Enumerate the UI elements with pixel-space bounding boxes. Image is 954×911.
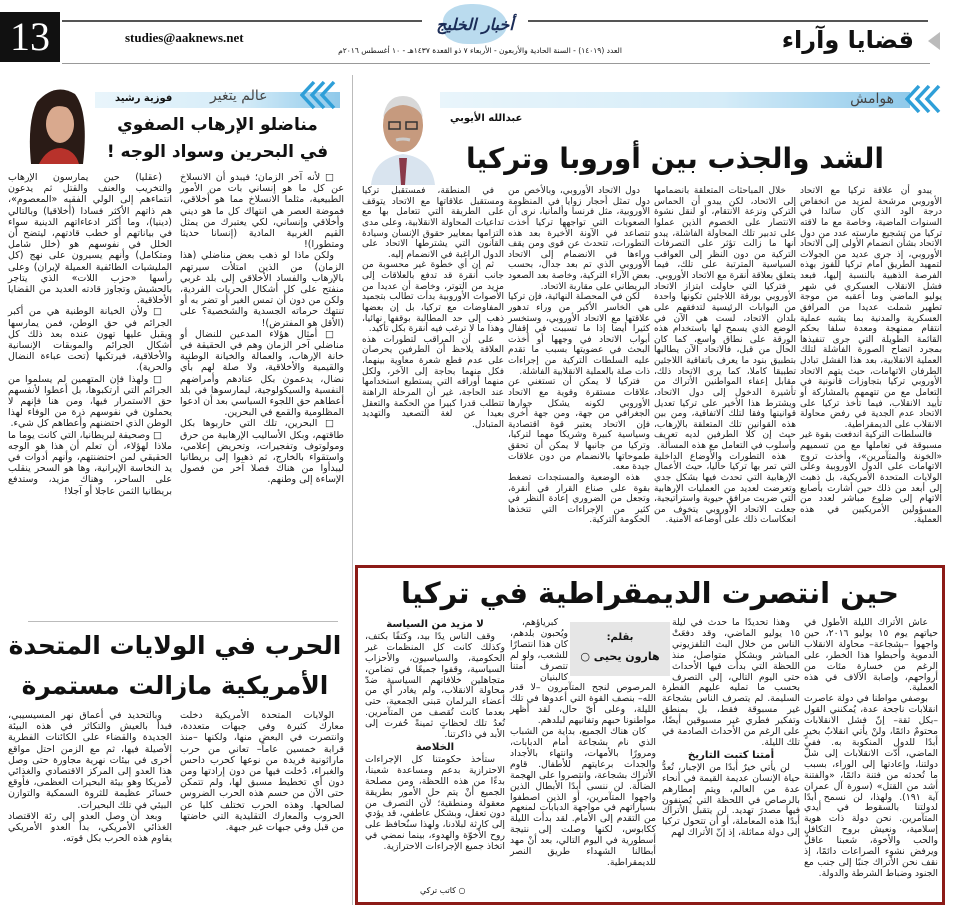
text-column [180, 172, 344, 616]
text-column [804, 618, 938, 896]
paragraph: هذه التطورات والأوضاع الداخلية التي تمر بها تركيا حاليا، حيث الأعمال الإرهابية التي تحدث فيها بشكل جدي وتعرضت لعديد من العمليات الإرهابية التي ضربت مرافق حيوية واستراتيجية، جعلت الاتحاد الأوروبي يتخوف من انعكاسات ذلك على أوضاعه الأمنية. [654, 451, 796, 526]
paragraph: □ لأنه آخر الزمان؛ فيبدو أن الانسلاخ عن كل ما هو إنساني بات من الأمور الطبيعية، مثلما الانسلاخ مما هو أخلاقي، فموضة العصر هي انتهاك كل ما هو ديني وأخلاقي وإنساني، لكي يعتبرك من يمثل القيم الغربية المادية (إنسانا حديثا ومتطورا)! [180, 172, 344, 251]
text-column [362, 186, 504, 562]
subheading: أمتنا كتبت التاريخ [687, 749, 775, 761]
paragraph: وهذا تحديدًا ما حدث في ليلة ١٥ يوليو الماضي، وقد دفعَتْ الناس من خلال البث التلفزيوني المباشر وبشكل متواصل، منذ اللحظة التي بدأت فيها الأحداث حتى اليوم التالي، إلى التصرف بحسب ما تمليه عليهم الفطرة السليمة. لم يتصرف الناس بشجاعة غير مسبوقة فقط، بل بمنطق وتفكير فطري غير مسبوقين أيضًا، على الرغم من الأحداث الصادمة في تلك الليلة. [662, 617, 800, 748]
headline-line: الأمريكية مازالت مستمرة [21, 671, 329, 700]
section-title: قضايا وآراء [781, 26, 914, 54]
section-arrow-icon [928, 32, 940, 50]
text-column [662, 618, 800, 896]
text-column [510, 618, 656, 896]
subheading: لا مزيد من السياسة [386, 619, 484, 630]
paragraph: فتركيا لا يمكن أن تستغني عن علاقات مستقرة وقوية مع الاتحاد الأوروبي لكونه يشكل جوارها الجغرافي من جهة، ومن جهة أخرى فإن الاتحاد يعتبر قوة اقتصادية وسياسية كبيرة وشريكا مهما لتركيا، وتركيا من جانبها لا يمكن أن تحقق طموحاتها بالانضمام من دون علاقات جيدة معه. [508, 377, 650, 473]
author-photo [27, 82, 89, 164]
issue-dateline: العدد (١٤٠١٩) - السنة الحادية والأربعون - الأربعاء ٧ ذو القعدة ١٤٣٧هـ - ١٠ أغسطس ٢٠١٦م [338, 46, 622, 55]
headline-line: مناضلو الإرهاب الصفوي [117, 115, 318, 135]
contact-email[interactable]: studies@aaknews.net [125, 30, 244, 45]
paragraph: كان هناك الجميع، بداية من الشباب الذي نام بشجاعة أمام الدبابات، ومرورًا بالأمهات، وانتهاء بالأجداد والجدات برعايتهم للأطفال. قاوم الأتراك بشجاعة، وانتصروا على الهجمة الضالّة. لن ننسى أبدًا الأبطال الذين واجهوا المتآمرين، أو الذين اصطفوا بسياراتهم في مواجهة الدبابات لمنعهم من التقدم إلى الأمام. لقد بدأت الليلة ككابوس، لكنها وصلت إلى نتيجة أسطورية في اليوم التالي، بعد أنْ مهد أبطالنا الشهداء طريق النصر للديمقراطية. [510, 726, 656, 868]
header-bottom-rule [62, 63, 930, 64]
byline-spacer [568, 618, 656, 678]
paragraph: وبالتحديد في أعماق نهر المسيسيبي، فبدأ بالعيش والتكاثر في هذه البيئة الجديدة والقضاء على الكائنات الفطرية الأصيلة فيها، ثم مع الزمن احتل مواقع أخرى في بيئات نهرية مجاورة حتى وصل هذا العدو إلى المركز الاقتصادي والغذائي لأمريكا وهو بيئة البحيرات العظمى، فأوقع خسائر عظيمة للثروة السمكية والتوازن البيئي في تلك البحيرات. [8, 710, 172, 811]
text-column [800, 186, 942, 562]
article-headline [95, 112, 340, 166]
paragraph: الولايات المتحدة الأمريكية دخلت معارك كثيرة وفي جبهات متعددة، وانتصرت في البعض منها، ولكنها –منذ قرابة خمسين عاماً– تعاني من حرب ماراثونية فريدة من نوعها كحرب داحس والغبراء، دُخلت فيها من دون إرادتها ومن دون أي تخطيط مسبق لها، ولم تتمكن حتى الآن من حسم هذه الحرب الضروس لصالحها. وهذه الحرب تختلف كليا عن الحروب والمعارك التقليدية التي خاضتها من قبل وفي جبهات غير جبهة. [180, 710, 344, 834]
paragraph: ثم إن أي خطوة غير محسوبة من جانب أنقرة قد تدفع بالعلاقات إلى مزيد من التوتر، وخاصة أن عديدا من الأصوات الأوروبية بدأت تطالب بتجميد المفاوضات مع تركيا، بل إن بعضها ذهب إلى حد المطالبة بوقفها نهائيا، وهذا ما لا ترغب فيه أنقرة بكل تأكيد. [362, 260, 504, 335]
headline-line: الحرب في الولايات المتحدة [8, 631, 342, 660]
article-separator [28, 621, 338, 622]
paragraph: عاش الأتراك الليلة الأطول في حياتهم يوم ١٥ يوليو ٢٠١٦، حين واجهوا –بشجاعة– محاولة الانقلاب الدموية وأحبطوا هذا الخطر، على الرغم من خسارة مئات من أرواحهم، وإصابة الآلاف في هذه العملية. [804, 617, 938, 694]
text-column [180, 710, 344, 906]
subheading: الخلاصة [415, 741, 455, 753]
paragraph: في المنطقة، فمستقبل تركيا ومستقبل علاقاتها مع الاتحاد يتوقف على الطريقة التي تتعامل بها مع تداعيات المحاولة الانقلابية، وعلى مدى التزامها بمعايير حقوق الإنسان وسيادة القانون التي يشترطها الاتحاد على الدول الراغبة في الانضمام إليه. [362, 186, 504, 260]
header-rule [528, 20, 928, 22]
chevron-left-icon [300, 80, 338, 110]
author-name: عبدالله الأيوبي [450, 113, 523, 124]
header-rule [62, 20, 422, 22]
author-photo [366, 80, 440, 185]
paragraph: يبدو أن علاقة تركيا مع الاتحاد الأوروبي مرشحة لمزيد من انخفاض درجة الود الذي كان سائدا في السنوات الماضية، وخاصة مع ما لاقته تركيا من تشجيع مارسته عدد من دول الاتحاد بشأن انضمام الأولى إلى الاتحاد الأوروبي، إذ جرى عديد من الجولات لتمهيد الطريق أمام تركيا للفوز بهذه الفرصة الذهبية بالنسبة إليها، فبعد فشل الانقلاب العسكري في شهر يوليو الماضي وما أعقبه من موجة تطهير شملت عديدا من المرافق العسكرية والمدنية بما يشبه عملية انتقام ممنهجة ومعدة سلفا بحكم القائمة الطويلة التي جرى تنفيذها بمجرد اتضاح الصورة الفاشلة لتلك العملية الانقلابية، بعد هذا الفشل تبادل الطرفان الاتهامات، حيث يتهم الاتحاد الأوروبي تركيا بتجاوزات قانونية في التعامل مع من تتهمهم بالمشاركة أو تأييد الانقلاب، فيما تأخذ تركيا على الاتحاد عدم الجدية في رفض محاولة الانقلاب على الديمقراطية. [800, 186, 942, 430]
paragraph: □ البحرين، تلك التي حاربوها بكل طاقتهم، وبكل الأساليب الإرهابية من حرق ومولوتوف وتفجيرات، وتحريض إعلامي، واستقواء بالخارج، ثم ذهبوا إلى بريطانيا ليبدأوا من هناك فصلا آخر من فصول الإساءة إلى وطنهم. [180, 418, 344, 486]
chevron-left-icon [905, 84, 943, 114]
paragraph: خلال المباحثات المتعلقة بانضمامها إلى الاتحاد، لكن يبدو أن الحماس التركي ونزعة الانتقام، أو لنقل نشوة الانتصار على الخصوم الذين عملوا على تدبير تلك المحاولة الفاشلة، يبدو أنها ما زالت تؤثر على التصرفات التركية من دون النظر إلى العواقب السياسية المترتبة على تلك، فيما يتعلق بعلاقة أنقرة مع الاتحاد الأوروبي. [654, 186, 796, 281]
masthead-logo [425, 4, 525, 44]
paragraph: لكن في المحصلة النهائية، فإن تركيا هي الخاسر الأكبر من وراء تدهور علاقتها مع الاتحاد الأوروبي، وستخسر كثيرا أيضا إذا ما تسببت في إقفال أبواب الاتحاد في وجهها أو أخذت البحث في عضويتها بسبب ما تقدم عليه السلطات التركية من إجراءات ذات صلة بالعملية الانقلابية الفاشلة. [508, 292, 650, 377]
text-column [8, 172, 172, 616]
byline-label: بقلم: [606, 632, 634, 643]
paragraph: وبعد أن وصل العدو إلى رئة الاقتصاد الغذائي الأمريكي، بدأ العدو الأمريكي يقاوم هذه الحرب بكل قوته. [8, 810, 172, 845]
byline-author: هارون يحيى ○ [580, 650, 660, 663]
article-headline [5, 626, 345, 706]
paragraph: □ ولهذا فإن المتهمين لم يسلموا من الجرائم التي ارتكبوها، بل أعطوا لأنفسهم حق الاستمرار فيها، ومن هنا فإنهم لا يحملون في نفوسهم ذرة من الوفاء لهذا الوطن الذي احتضنهم وأعطاهم كل شيء. [8, 373, 172, 430]
paragraph: □ وصحيفة لبريطانيا، التي كانت يوما ما ملاذا لهؤلاء، أن تعلم أن هذا هو الوجه الحقيقي لمن احتضنتهم، وأنهم أدوات في يد النخاسة الإيرانية، وها هو السحر ينقلب على الساحر، وهناك مزيد، وستدفع بريطانيا الثمن عاجلا أو آجلا! [8, 429, 172, 497]
paragraph: كبرياؤهم، ويُحبون بلدهم، كان هذا انتصارًا للشعب، ولو لم تتصرف أمتنا كالبنيان المرصوص لنجح المتآمرون –لا قدر الله– بنصف القوة التي أعدوها في تلك الليلة، وعلى أيّ حال، لقد أظهر مواطنونا حبهم وتفانيهم لبلدهم. [509, 617, 656, 727]
author-note: ○ كاتب تركي [420, 886, 466, 895]
column-label: عالم يتغير [210, 88, 268, 104]
paragraph: □ أمثال هؤلاء المدعين للنضال أو مناضلي آخر الزمان وهم في الحقيقة في خانة الإرهاب، والعمالة والخيانة الوطنية والقيمية والأخلاقية، ولا صلة لهم بأي نضال، يدعمون بكل عنادهم وأمراضهم النفسية والسيكولوجية، ليمارسوها في بلد أعطاهم حق اللجوء السياسي بعد أن ادعوا المظلومية والقمع في البحرين. [180, 328, 344, 419]
paragraph: فالسلطات التركية اندفعت بقوة غير مسبوقة في تعاملها مع من تسميهم «الخونة والمتآمرين»، وأخذت تروج الاتهامات على الدول الأوروبية وعلى الولايات المتحدة الأمريكية، بل ذهبت إلى أبعد من ذلك حين أشارت بأصابع الاتهام إلى ضلوع مباشر لعدد من المسؤولين الأمريكيين في هذه العملية. [800, 430, 942, 526]
text-column [508, 186, 650, 562]
author-name: فوزية رشيد [115, 93, 173, 104]
paragraph: (عقليا) حين يمارسون الإرهاب والتخريب والعنف والقتل ثم يدعون انتماءهم إلى الولي الفقيه «المعصوم»، هم ذاتهم الأكثر فسادا (أخلاقيا) وبالتالي (دينيا)، وما أكثر ادعاءاتهم الدينية سواء في بياناتهم أو خطب قادتهم، ليتضح أن الخلل في نفوسهم هو (خلل شامل ومتكامل) وأنهم يسيرون على نهج (كل المليشيات الطائفية العميلة لإيران) وعلى رأسها «حزب اللات» الذي يتاجر بالحشيش وتجاوز قادته العديد من القضايا الأخلاقية. [8, 172, 172, 307]
masthead-text: أخبار الخليج [436, 14, 514, 34]
text-column [365, 618, 505, 882]
article-headline: حين انتصرت الديمقراطية في تركيا [401, 576, 899, 610]
text-column [654, 186, 796, 562]
paragraph: بوصفي مواطنا في دولة عاصرت انقلابات ناجحة عدة، يُمكنني القول –بكل ثقة– إنّ فشل الانقلابات محتومٌ دائمًا، ولنْ يأتي انقلابٌ بخيرٍ أبدًا للدول المنكوبة به. ففي الماضي، أدّت الانقلابات إلى شلّ دولتنا، وإعادتها إلى الوراء، بسبب ما تُحدثه من فتنة دائمًا، «والفتنة أشد من القتل» (سورة آل عمران آية ١٩١). ولهذا، لن نسمح أبدًا لدولتنا بالسقوط في أيدي المتآمرين. نحن دولة ذات هوية إسلامية، ونعيش بروح التكافل والحب والأخوة، شعبنا عاقلٌ ويرفض نشوء الصراعات دائمًا، إذ نقف نحن الأتراك جنبًا إلى جنب مع الجنود وضباط الشرطة والدولة. [804, 693, 938, 879]
paragraph: ولكن ماذا لو ذهب بعض مناضلي (هذا الزمان) من الذين امتلأت سيرتهم بالإرهاب والفساد الأخلاقي إلى بلد غربي منفتح على كل أشكال الحريات الفردية، ولكن من دون أن تمس الغير أو تضر به أو تنتهك حرماته الجسدية والشخصية؟ على (الأقل هو المفترض)! [180, 250, 344, 329]
paragraph: وقف الناس يدًا بيد، وكتفًا بكتف، وكذلك كانت كل المنظمات غير الحكومية، والسياسيون، والأحزاب السياسية، وقفوا جميعًا في تضامن، متجاهلين خلافاتهم السياسية ضدّ محاولة الانقلاب، ولم يغادر أي من أعضاء البرلمان مَبنى الجمعية، حتى بعدما كانت تُقصف من المتآمرين. تُعدُ تلك لحظاتٍ ثمينةً حُفرت إلى الأبد في ذاكرتنا. [365, 630, 505, 741]
column-divider [352, 75, 353, 905]
paragraph: فتركيا التي حاولت ابتزاز الاتحاد الأوروبي بورقة اللاجئين تكونها واحدة من البوابات الرئيسية لتدفقهم على بلدان الاتحاد، لست هي الآن في الوضع الذي يسمح لها باستخدام هذه الورقة على نطاق واسع، كما كان الحال من قبل، فالاتحاد الآن يطالبها بتطبيق بنود ما يعرف باتفاقية اللاجئين تطبيقا كاملا، كما يرى الاتحاد ذلك، مقابل إعفاء المواطنين الأتراك من تأشيرة الدخول إلى دول الاتحاد، ويشترط هذا الأخير على تركيا تعديل قوانينها وفقا لتلك الاتفاقية، ومن بين هذه القوانين تلك المتعلقة بالإرهاب، حيث إن كلا الطرفين لديه تعريف وأسلوب في التعامل مع هذه المسألة. [654, 281, 796, 451]
paragraph: دول الاتحاد الأوروبي، وبالأخص من دول تمثل أحجار زوايا في المنظومة الأوروبية، مثل فرنسا وألمانيا، نرى أن الصعوبات التي تواجهها تركيا أخذت تتصاعد في الآونة الأخيرة بعد هذه التطورات، تتحدث عن قوى ومن يقف وراءها في الانضمام إلى الاتحاد الأوروبي الذي تم بعد جدال، بحسب بعض الآراء التركية، وخاصة بعد الصعود البريطاني على مقاربة الاتحاد. [508, 186, 650, 292]
article-headline: الشد والجذب بين أوروبا وتركيا [465, 142, 885, 175]
column-banner [440, 92, 910, 108]
byline-spacer [662, 618, 672, 678]
paragraph: على أن المراقب لتطورات هذه العلاقة يلاحظ أن الطرفين يحرصان على عدم قطع شعرة معاوية بينهما، فكل منهما بحاجة إلى الآخر، ولكل منهما أوراقه التي يستطيع استخدامها عند الحاجة، غير أن المرحلة الراهنة تتطلب قدرا كبيرا من الحكمة والتعقل بعيدا عن لغة التصعيد والتهديد المتبادل. [362, 334, 504, 430]
text-column [8, 710, 172, 906]
paragraph: ستأخذ حكومتنا كل الإجراءات الاحترازية بدعم ومساعدة شعبنا، بدءًا من هذه اللحظة، ومن مصلحة الجميع أنْ يتم حل الأمور بطريقة معقولة ومنطقية؛ لأن التصرف من دون تعقل، وبشكل عاطفي، قد يؤدي إلى كارثة لبلادنا، ولهذا سنُحافظ على روح الأخوّة والهدوء، بينما نمضي في اتخاذ جميع الإجراءات الاحترازية. [365, 753, 505, 853]
column-label: هوامش [850, 91, 894, 107]
headline-line: في البحرين وسواد الوجه ! [106, 142, 329, 162]
paragraph: لن يأتي خيرٌ أبدًا من الإجبار، تُعدُّ حياة الإنسان عديمة القيمة في أنحاء عدة من العالم، ويتم إمطارهم بالرصاص في اللحظة التي يُصنفون فيها مصدرَ تهديد. لن يتقبل الأتراك أبدًا هذه المعاملة، أو أن تتحول تركيا إلى دولة مماثلة، إذ إنّ الأتراك لهم [662, 761, 800, 839]
paragraph: □ ولأن الخيانة الوطنية هي من أكبر الجرائم في حق الوطن، فمن يمارسها ويقبل عليها تهون عنده بعد ذلك كل أشكال الجرائم والموبقات الإنسانية والأخلاقية، فيرتكبها (تحت عباءة النضال والحرية). [8, 306, 172, 374]
page-number: 13 [0, 12, 60, 62]
paragraph: هذه الوضعية والمستجدات تضغط بقوة على صناع القرار في أنقرة، وتجعل من الضروري إعادة النظر في كثير من الإجراءات التي تتخذها الحكومة التركية. [508, 472, 650, 526]
